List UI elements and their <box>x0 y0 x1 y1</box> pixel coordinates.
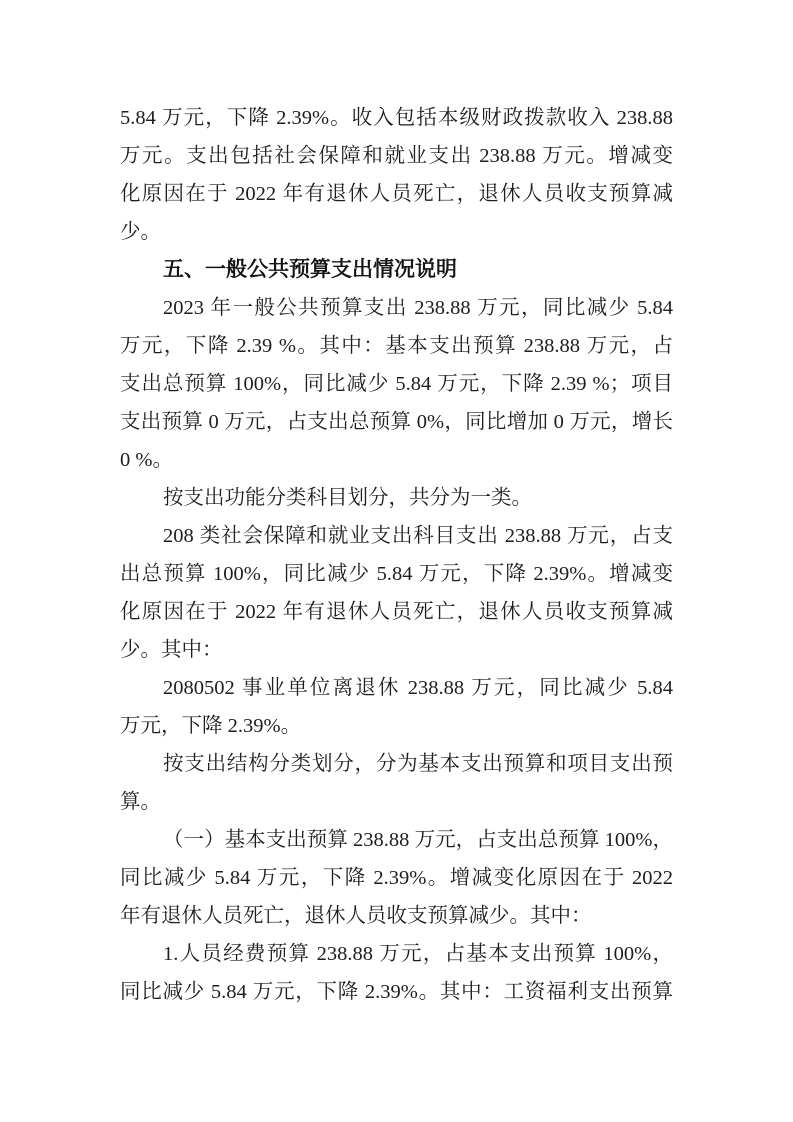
paragraph-line: 208 类社会保障和就业支出科目支出 238.88 万元，占支 <box>163 525 673 547</box>
paragraph-line: 少。 <box>120 221 161 243</box>
paragraph-line: 支出总预算 100%，同比减少 5.84 万元，下降 2.39 %；项目 <box>120 373 673 395</box>
paragraph-line: 同比减少 5.84 万元，下降 2.39%。增减变化原因在于 2022 <box>120 867 673 889</box>
paragraph-line: 按支出结构分类划分，分为基本支出预算和项目支出预 <box>163 753 673 775</box>
paragraph-line: 出总预算 100%，同比减少 5.84 万元，下降 2.39%。增减变 <box>120 563 673 585</box>
paragraph-line: 算。 <box>120 791 161 813</box>
paragraph-line: 0 %。 <box>120 449 173 471</box>
paragraph-line: 按支出功能分类科目划分，共分为一类。 <box>163 487 532 509</box>
paragraph-category-208 <box>120 517 673 669</box>
paragraph-basic-expenditure <box>120 821 673 935</box>
paragraph-line: 1.人员经费预算 238.88 万元，占基本支出预算 100%， <box>163 943 673 965</box>
paragraph-line: 化原因在于 2022 年有退休人员死亡，退休人员收支预算减 <box>120 183 673 205</box>
paragraph-personnel-expenditure <box>120 935 673 1011</box>
paragraph-line: 年有退休人员死亡，退休人员收支预算减少。其中： <box>120 905 592 927</box>
paragraph-functional-classification <box>120 479 673 517</box>
paragraph-line: 少。其中： <box>120 639 223 661</box>
paragraph-line: 2023 年一般公共预算支出 238.88 万元，同比减少 5.84 <box>163 297 673 319</box>
paragraph-line: 5.84 万元，下降 2.39%。收入包括本级财政拨款收入 238.88 <box>120 107 673 129</box>
paragraph-line: 同比减少 5.84 万元，下降 2.39%。其中：工资福利支出预算 <box>120 981 673 1003</box>
paragraph-line: 万元。支出包括社会保障和就业支出 238.88 万元。增减变 <box>120 145 673 167</box>
document-body <box>120 99 673 1011</box>
paragraph-line: 化原因在于 2022 年有退休人员死亡，退休人员收支预算减 <box>120 601 673 623</box>
paragraph-line: 万元，下降 2.39%。 <box>120 715 302 737</box>
paragraph-overview <box>120 289 673 479</box>
paragraph-line: 万元，下降 2.39 %。其中：基本支出预算 238.88 万元，占 <box>120 335 673 357</box>
paragraph-line: 支出预算 0 万元，占支出总预算 0%，同比增加 0 万元，增长 <box>120 411 673 433</box>
paragraph-item-2080502 <box>120 669 673 745</box>
paragraph-line: （一）基本支出预算 238.88 万元，占支出总预算 100%， <box>163 829 673 851</box>
section-heading: 五、一般公共预算支出情况说明 <box>163 258 457 281</box>
continuation-paragraph <box>120 99 673 251</box>
paragraph-structural-classification <box>120 745 673 821</box>
paragraph-line: 2080502 事业单位离退休 238.88 万元，同比减少 5.84 <box>163 677 673 699</box>
